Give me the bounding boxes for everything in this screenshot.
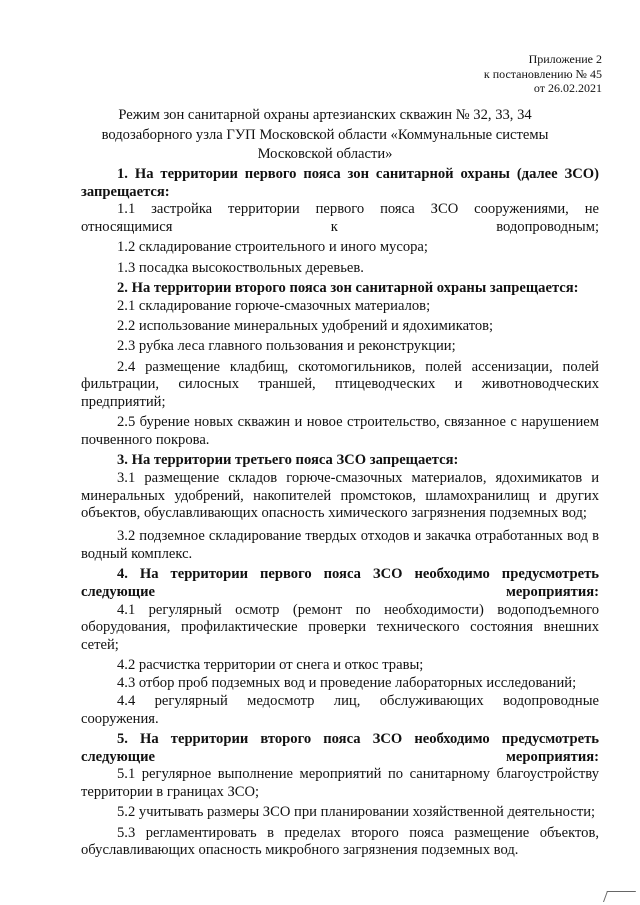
section-heading: 2. На территории второго пояса зон санитарной охраны запрещается: [117, 280, 579, 296]
list-item: 2.4 размещение кладбищ, скотомогильников, полей ассенизации, полей фильтрации, силосных траншей, птицеводческих и животноводческих предприятий; [81, 358, 599, 410]
list-item: 3.1 размещение складов горюче-смазочных материалов, ядохимикатов и минеральных удобрений, накопителей промстоков, шламохранилищ и других объектов, обуславливающих опасность химического загрязнения подземных вод; [81, 470, 599, 522]
section-heading: 5. На территории второго пояса ЗСО необходимо предусмотреть следующие мероприятия: [81, 730, 599, 765]
list-item: 1.1 застройка территории первого пояса ЗСО сооружениями, не относящимися к водопроводным; [81, 201, 599, 236]
list-item: 5.2 учитывать размеры ЗСО при планировании хозяйственной деятельности; [117, 804, 596, 821]
list-item: 1.2 складирование строительного и иного мусора; [117, 239, 428, 256]
list-item: 2.1 складирование горюче-смазочных материалов; [117, 297, 431, 314]
resolution-date: от 26.02.2021 [533, 81, 602, 95]
list-item: 5.1 регулярное выполнение мероприятий по санитарному благоустройству территории в границах ЗСО; [81, 766, 599, 800]
document-title: Режим зон санитарной охраны артезианских скважин № 32, 33, 34 водозаборного узла ГУП Московской области «Коммунальные системы Московской области» [101, 107, 549, 162]
appendix-header [402, 52, 602, 96]
list-item: 4.4 регулярный медосмотр лиц, обслуживающих водопроводные сооружения. [81, 692, 599, 727]
corner-mark [603, 891, 636, 902]
list-item: 3.2 подземное складирование твердых отходов и закачка отработанных вод в водный комплекс. [81, 528, 599, 562]
document-body [81, 166, 599, 860]
appendix-label: Приложение 2 [528, 52, 602, 66]
section-heading: 1. На территории первого пояса зон санитарной охраны (далее ЗСО) запрещается: [81, 166, 599, 200]
list-item: 2.2 использование минеральных удобрений и ядохимикатов; [117, 318, 494, 334]
resolution-reference: к постановлению № 45 [483, 66, 602, 81]
list-item: 4.2 расчистка территории от снега и откос травы; [117, 657, 424, 674]
list-item: 2.5 бурение новых скважин и новое строительство, связанное с нарушением почвенного покрова. [81, 414, 599, 448]
section-heading: 4. На территории первого пояса ЗСО необходимо предусмотреть следующие мероприятия: [81, 566, 599, 600]
list-item: 4.3 отбор проб подземных вод и проведение лабораторных исследований; [117, 675, 577, 692]
list-item: 1.3 посадка высокоствольных деревьев. [117, 259, 364, 276]
list-item: 2.3 рубка леса главного пользования и реконструкции; [117, 338, 456, 355]
section-heading: 3. На территории третьего пояса ЗСО запрещается: [117, 452, 459, 469]
list-item: 4.1 регулярный осмотр (ремонт по необходимости) водоподъемного оборудования, профилактические проверки технического состояния внешних сетей; [81, 601, 599, 654]
list-item: 5.3 регламентировать в пределах второго пояса размещение объектов, обуславливающих опасность микробного загрязнения подземных вод. [81, 824, 599, 859]
